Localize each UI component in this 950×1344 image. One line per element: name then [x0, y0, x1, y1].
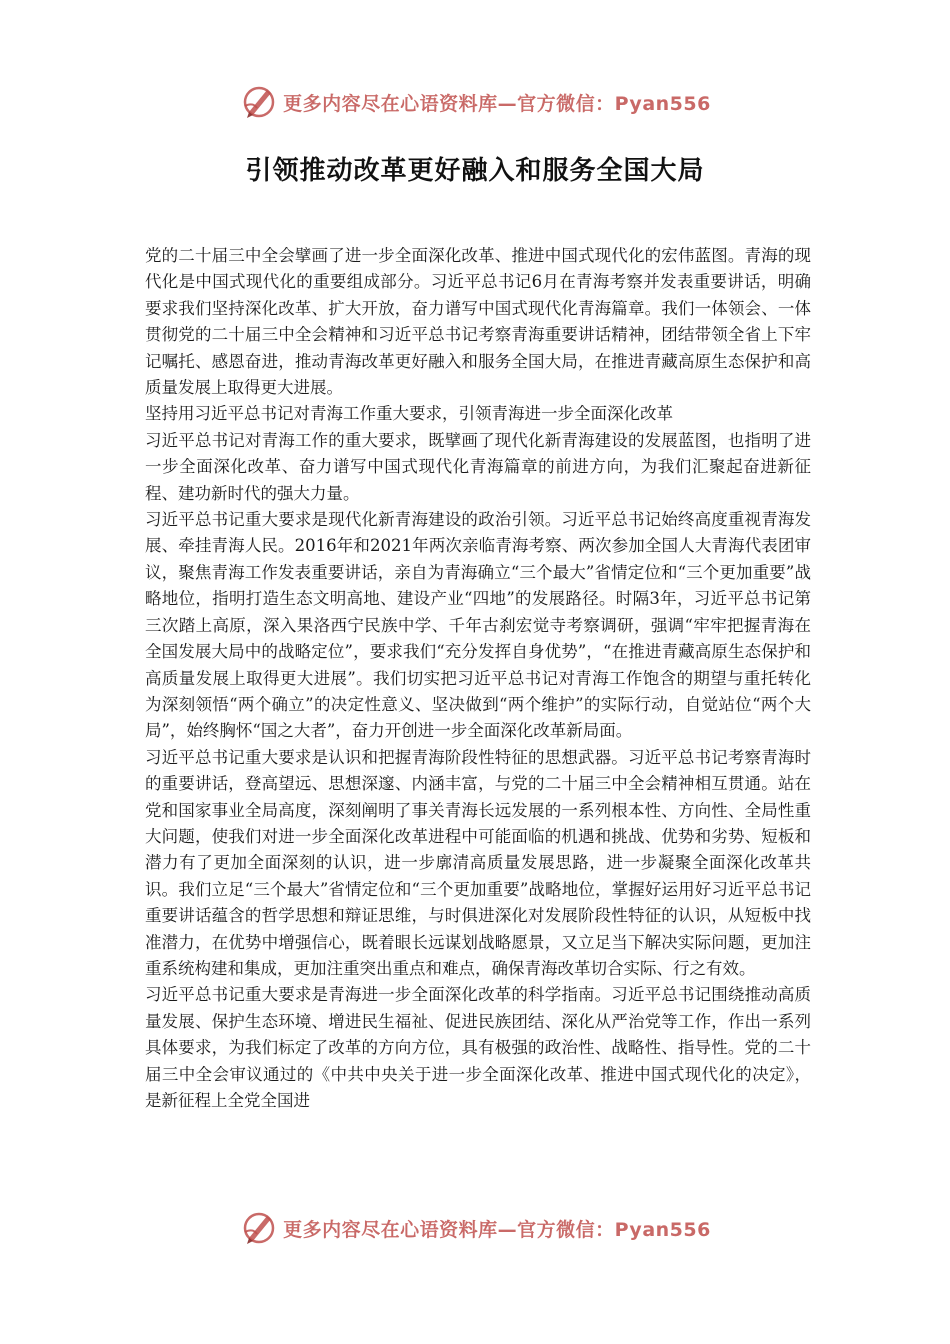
paragraph: 习近平总书记重大要求是认识和把握青海阶段性特征的思想武器。习近平总书记考察青海时的重要讲话，登高望远、思想深邃、内涵丰富，与党的二十届三中全会精神相互贯通。站在党和国家事业全局高度，深刻阐明了事关青海长远发展的一系列根本性、方向性、全局性重大问题，使我们对进一步全面深化改革进程中可能面临的机遇和挑战、优势和劣势、短板和潜力有了更加全面深刻的认识，进一步廓清高质量发展思路，进一步凝聚全面深化改革共识。我们立足“三个最大”省情定位和“三个更加重要”战略地位，掌握好运用好习近平总书记重要讲话蕴含的哲学思想和辩证思维，与时俱进深化对发展阶段性特征的认识，从短板中找准潜力，在优势中增强信心，既着眼长远谋划战略愿景，又立足当下解决实际问题，更加注重系统构建和集成，更加注重突出重点和难点，确保青海改革切合实际、行之有效。 [145, 747, 811, 978]
paragraph: 习近平总书记重大要求是青海进一步全面深化改革的科学指南。习近平总书记围绕推动高质量发展、保护生态环境、增进民生福祉、促进民族团结、深化从严治党等工作，作出一系列具体要求，为我们标定了改革的方向方位，具有极强的政治性、战略性、指导性。党的二十届三中全会审议通过的《中共中央关于进一步全面深化改革、推进中国式现代化的决定》，是新征程上全党全国进 [145, 985, 811, 1110]
pen-logo-icon [239, 82, 279, 122]
footer-banner [0, 1208, 950, 1248]
section-heading: 坚持用习近平总书记对青海工作重大要求，引领青海进一步全面深化改革 [145, 404, 673, 424]
article-body [145, 243, 811, 1114]
banner-text: 更多内容尽在心语资料库—官方微信：Pyan556 [283, 1218, 711, 1241]
header-banner [0, 82, 950, 122]
paragraph: 党的二十届三中全会擘画了进一步全面深化改革、推进中国式现代化的宏伟蓝图。青海的现代化是中国式现代化的重要组成部分。习近平总书记6月在青海考察并发表重要讲话，明确要求我们坚持深化改革、扩大开放，奋力谱写中国式现代化青海篇章。我们一体领会、一体贯彻党的二十届三中全会精神和习近平总书记考察青海重要讲话精神，团结带领全省上下牢记嘱托、感恩奋进，推动青海改革更好融入和服务全国大局，在推进青藏高原生态保护和高质量发展上取得更大进展。 [145, 246, 811, 398]
pen-logo-icon [239, 1208, 279, 1248]
paragraph: 习近平总书记重大要求是现代化新青海建设的政治引领。习近平总书记始终高度重视青海发展、牵挂青海人民。2016年和2021年两次亲临青海考察、两次参加全国人大青海代表团审议，聚焦青海工作发表重要讲话，亲自为青海确立“三个最大”省情定位和“三个更加重要”战略地位，指明打造生态文明高地、建设产业“四地”的发展路径。时隔3年，习近平总书记第三次踏上高原，深入果洛西宁民族中学、千年古刹宏觉寺考察调研，强调“牢牢把握青海在全国发展大局中的战略定位”，要求我们“充分发挥自身优势”，“在推进青藏高原生态保护和高质量发展上取得更大进展”。我们切实把习近平总书记对青海工作饱含的期望与重托转化为深刻领悟“两个确立”的决定性意义、坚决做到“两个维护”的实际行动，自觉站位“两个大局”，始终胸怀“国之大者”，奋力开创进一步全面深化改革新局面。 [145, 510, 811, 741]
page-title: 引领推动改革更好融入和服务全国大局 [245, 156, 705, 186]
paragraph: 习近平总书记对青海工作的重大要求，既擘画了现代化新青海建设的发展蓝图，也指明了进一步全面深化改革、奋力谱写中国式现代化青海篇章的前进方向，为我们汇聚起奋进新征程、建功新时代的强大力量。 [145, 430, 811, 503]
banner-text: 更多内容尽在心语资料库—官方微信：Pyan556 [283, 92, 711, 115]
